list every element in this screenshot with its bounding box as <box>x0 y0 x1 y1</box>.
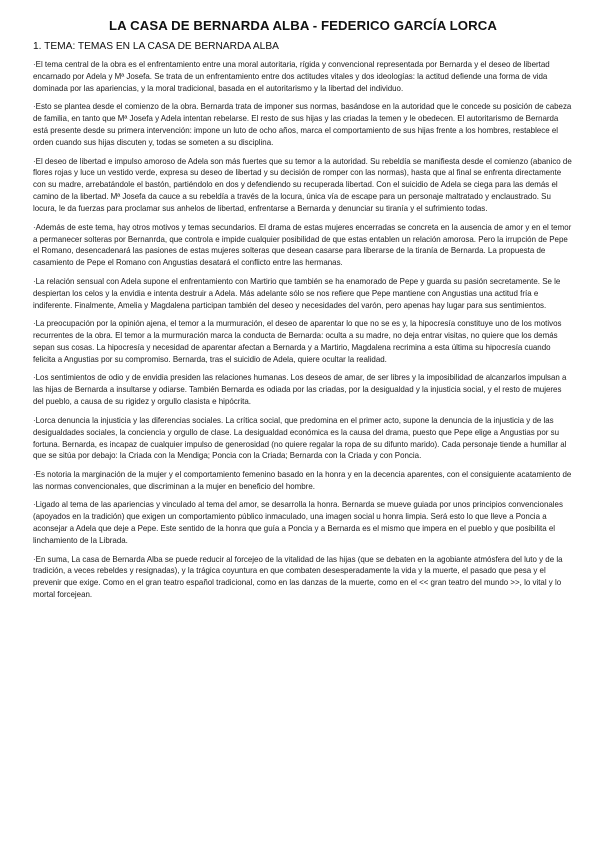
body-text <box>33 59 573 601</box>
section-heading: 1. TEMA: TEMAS EN LA CASA DE BERNARDA ALBA <box>33 41 279 52</box>
paragraph: ·Además de este tema, hay otros motivos y temas secundarios. El drama de estas mujeres encerradas se concreta en la ausencia de amor y en el temor a permanecer solteras por Bernanrda, que controla e impide cualquier posibilidad de que estas entablen un relación amorosa. Pero la irrupción de Pepe el Romano, desencadenará las pasiones de estas mujeres solteras que desean casarse para liberarse de la tiranía de Bernarda. La propuesta de casamiento de Pepe el Romano con Angustias desatará el conflicto entre las hermanas. <box>33 222 572 268</box>
paragraph: ·Es notoria la marginación de la mujer y el comportamiento femenino basado en la honra y en la decencia aparentes, con el consiguiente acatamiento de las normas convencionales, que discriminan a la mujer en beneficio del hombre. <box>33 469 572 491</box>
paragraph: ·Los sentimientos de odio y de envidia presiden las relaciones humanas. Los deseos de amar, de ser libres y la imposibilidad de alcanzarlos impulsan a las hijas de Bernarda a insultarse y odiarse. También Bernarda es odiada por las criadas, por la desigualdad y la injusticia social, y el resto de mujeres del pueblo, a causa de su rigidez y orgullo clasista e hipócrita. <box>33 373 567 407</box>
paragraph: ·Esto se plantea desde el comienzo de la obra. Bernarda trata de imponer sus normas, basándose en la autoridad que le concede su posición de cabeza de familia, en tanto que Mª Josefa y Adela intentan rebelarse. El resto de sus hijas y las criadas la temen y le obedecen. El autoritarismo de Bernarda está presente desde su primera intervención: impone un luto de ocho años, marca el comportamiento de sus hijas frente a los hombres, restablece el orden cuando sus hijas discuten y, todas se someten a su disciplina. <box>33 102 572 148</box>
paragraph: ·El deseo de libertad e impulso amoroso de Adela son más fuertes que su temor a la autoridad. Su rebeldía se manifiesta desde el comienzo (abanico de flores rojas y luce un vestido verde, expresa su deseo de libertad y su decisión de romper con las normas), hasta que al final se enfrenta directamente con su madre, arrebatándole el bastón, partiéndolo en dos y defendiendo su recuperada libertad. Con el suicidio de Adela se ciega para las demás el camino de la libertad. Mª Josefa da cauce a su rebeldía a través de la locura, única vía de escape para un personaje maltratado y enclaustrado. Su locura, le da fuerzas para proclamar sus anhelos de libertad, enfrentarse a Bernarda y denunciar su tiranía y el sufrimiento todas. <box>33 156 572 214</box>
document-title: LA CASA DE BERNARDA ALBA - FEDERICO GARCÍA LORCA <box>109 18 497 33</box>
paragraph: ·La relación sensual con Adela supone el enfrentamiento con Martirio que también se ha enamorado de Pepe y guarda su pasión secretamente. Se le despiertan los celos y la envidia e intenta destruir a Adela. Más adelante sólo se nos refiere que Pepe mantiene con Angustias una actitud fría e indiferente. Finalmente, Amelia y Magdalena participan también del deseo y necesidades del varón, pero apenas hay lugar para sus sentimientos. <box>33 276 561 310</box>
paragraph: ·El tema central de la obra es el enfrentamiento entre una moral autoritaria, rígida y convencional representada por Bernarda y el deseo de libertad encarnado por Adela y Mª Josefa. Se trata de un enfrentamiento entre dos actitudes vitales y dos ideologías: la actitud defiende una forma de vida dominada por las apariencias, y la moral tradicional, basada en el autoritarismo y la libertad del individuo. <box>33 60 550 93</box>
paragraph: ·Ligado al tema de las apariencias y vinculado al tema del amor, se desarrolla la honra. Bernarda se mueve guiada por unos principios convencionales (apoyados en la tradición) que exigen un comportamiento público inmaculado, una imagen social u honra limpia. Será esto lo que lleve a Poncia a aconsejar a Adela que deje a Pepe. Este sentido de la honra que guía a Poncia y a Bernarda es el mismo que impera en el pueblo y que posibilita el linchamiento de la Librada. <box>33 500 563 546</box>
paragraph: ·En suma, La casa de Bernarda Alba se puede reducir al forcejeo de la vitalidad de las hijas (que se debaten en la agobiante atmósfera del luto y de la tradición, a veces rebeldes y resignadas), y la trágica coyuntura en que combaten desesperadamente la vida y la muerte, el pasado que pesa y el prevenir que exige. Como en el gran teatro español tradicional, como en las danzas de la muerte, como en el << gran teatro del mundo >>, lo vital y lo mortal forcejean. <box>33 554 563 600</box>
paragraph: ·La preocupación por la opinión ajena, el temor a la murmuración, el deseo de aparentar lo que no se es y, la hipocresía constituye uno de los motivos recurrentes de la obra. El temor a la murmuración marca la conducta de Bernarda: oculta a su madre, no deja entrar visitas, no quiere que los demás sepan sus cosas. La hipocresía y necesidad de aparentar afectan a Bernarda y a Martirio, Magdalena recrimina a esta última su hipocresía cuando felicita a Angustias por su compromiso. Bernarda, tras el suicidio de Adela, quiere ocultar la realidad. <box>33 319 562 364</box>
paragraph: ·Lorca denuncia la injusticia y las diferencias sociales. La crítica social, que predomina en el primer acto, supone la denuncia de la injusticia y de las desigualdades sociales, la conciencia y orgullo de clase. La desigualdad económica es la causa del drama, puesto que Pepe elige a Angustias por su fortuna. Bernarda, es incapaz de cualquier impulso de generosidad (no quiere regalar la ropa de su difunto marido). Cada personaje tiende a humillar al que se sitúa por debajo: la Criada con la Mendiga; Poncia con la Criada; Bernarda con la Criada y con Poncia. <box>33 415 567 461</box>
